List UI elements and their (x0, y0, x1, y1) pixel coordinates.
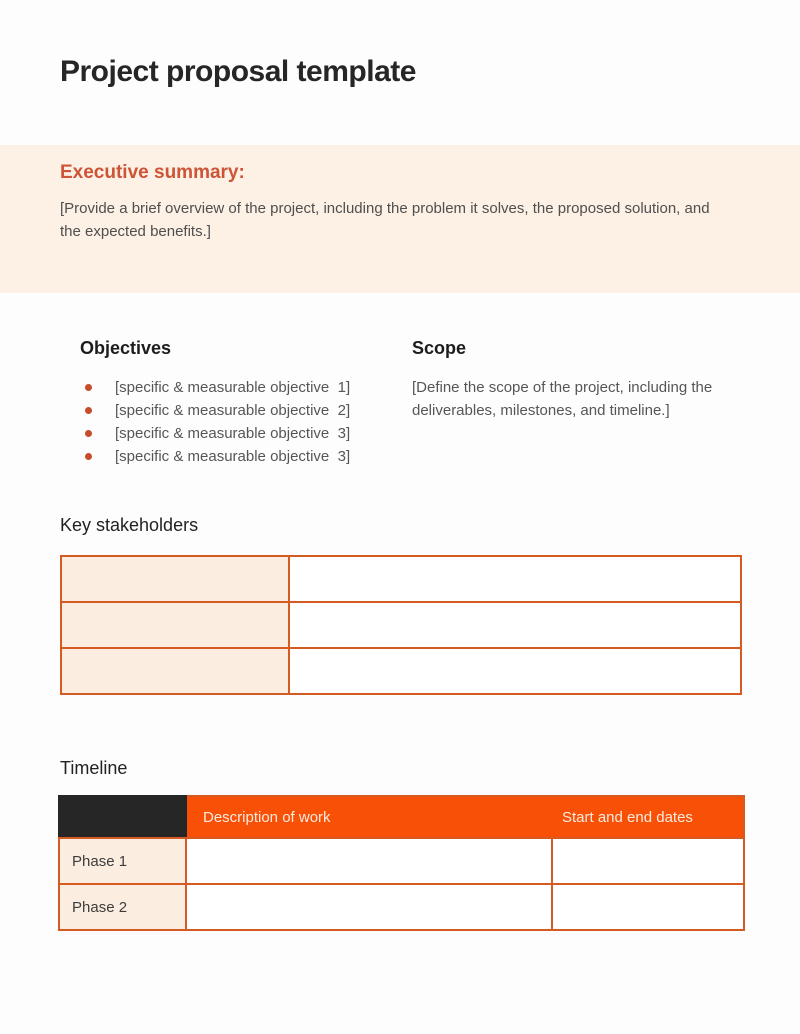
stakeholder-value-cell[interactable] (289, 556, 741, 602)
stakeholder-value-cell[interactable] (289, 602, 741, 648)
objective-text: [specific & measurable objective 2] (115, 402, 351, 419)
key-stakeholders-table (60, 555, 742, 695)
stakeholder-label-cell[interactable] (61, 602, 289, 648)
timeline-row (59, 884, 744, 930)
phase-dates-cell[interactable] (552, 884, 744, 930)
timeline-row (59, 838, 744, 884)
stakeholder-value-cell[interactable] (289, 648, 741, 694)
key-stakeholders-table-body (61, 556, 741, 694)
objective-text: [specific & measurable objective 1] (115, 379, 351, 396)
page-title: Project proposal template (60, 55, 416, 88)
executive-summary-heading: Executive summary: (60, 162, 245, 183)
timeline-table-body (59, 838, 744, 930)
objectives-list (80, 376, 390, 468)
scope-body[interactable]: [Define the scope of the project, including the deliverables, milestones, and timeline.] (412, 379, 713, 419)
objective-list-item[interactable] (80, 399, 390, 422)
phase-description-cell[interactable] (186, 884, 552, 930)
phase-label-cell: Phase 2 (59, 884, 186, 930)
stakeholder-label-cell[interactable] (61, 556, 289, 602)
timeline-description-column-header: Description of work (186, 796, 552, 838)
phase-description-cell[interactable] (186, 838, 552, 884)
executive-summary-section (0, 145, 800, 293)
bullet-dot-icon (85, 430, 92, 437)
stakeholder-row (61, 648, 741, 694)
objectives-section (80, 338, 390, 468)
objective-list-item[interactable] (80, 422, 390, 445)
phase-dates-cell[interactable] (552, 838, 744, 884)
bullet-dot-icon (85, 453, 92, 460)
scope-heading: Scope (412, 338, 467, 358)
stakeholder-row (61, 602, 741, 648)
scope-section (412, 338, 722, 422)
timeline-header-row (59, 796, 744, 838)
timeline-heading: Timeline (60, 758, 128, 778)
objectives-heading: Objectives (80, 338, 172, 358)
key-stakeholders-heading: Key stakeholders (60, 515, 199, 535)
bullet-dot-icon (85, 384, 92, 391)
stakeholder-row (61, 556, 741, 602)
phase-label-cell: Phase 1 (59, 838, 186, 884)
timeline-table-header (59, 796, 744, 838)
executive-summary-body[interactable]: [Provide a brief overview of the project, including the problem it solves, the proposed solution, and the expected benefits.] (60, 200, 710, 240)
objective-text: [specific & measurable objective 3] (115, 425, 351, 442)
timeline-dates-column-header: Start and end dates (552, 796, 744, 838)
objective-list-item[interactable] (80, 445, 390, 468)
objective-list-item[interactable] (80, 376, 390, 399)
timeline-corner-cell (59, 796, 186, 838)
stakeholder-label-cell[interactable] (61, 648, 289, 694)
objective-text: [specific & measurable objective 3] (115, 448, 351, 465)
timeline-table (58, 795, 745, 931)
bullet-dot-icon (85, 407, 92, 414)
